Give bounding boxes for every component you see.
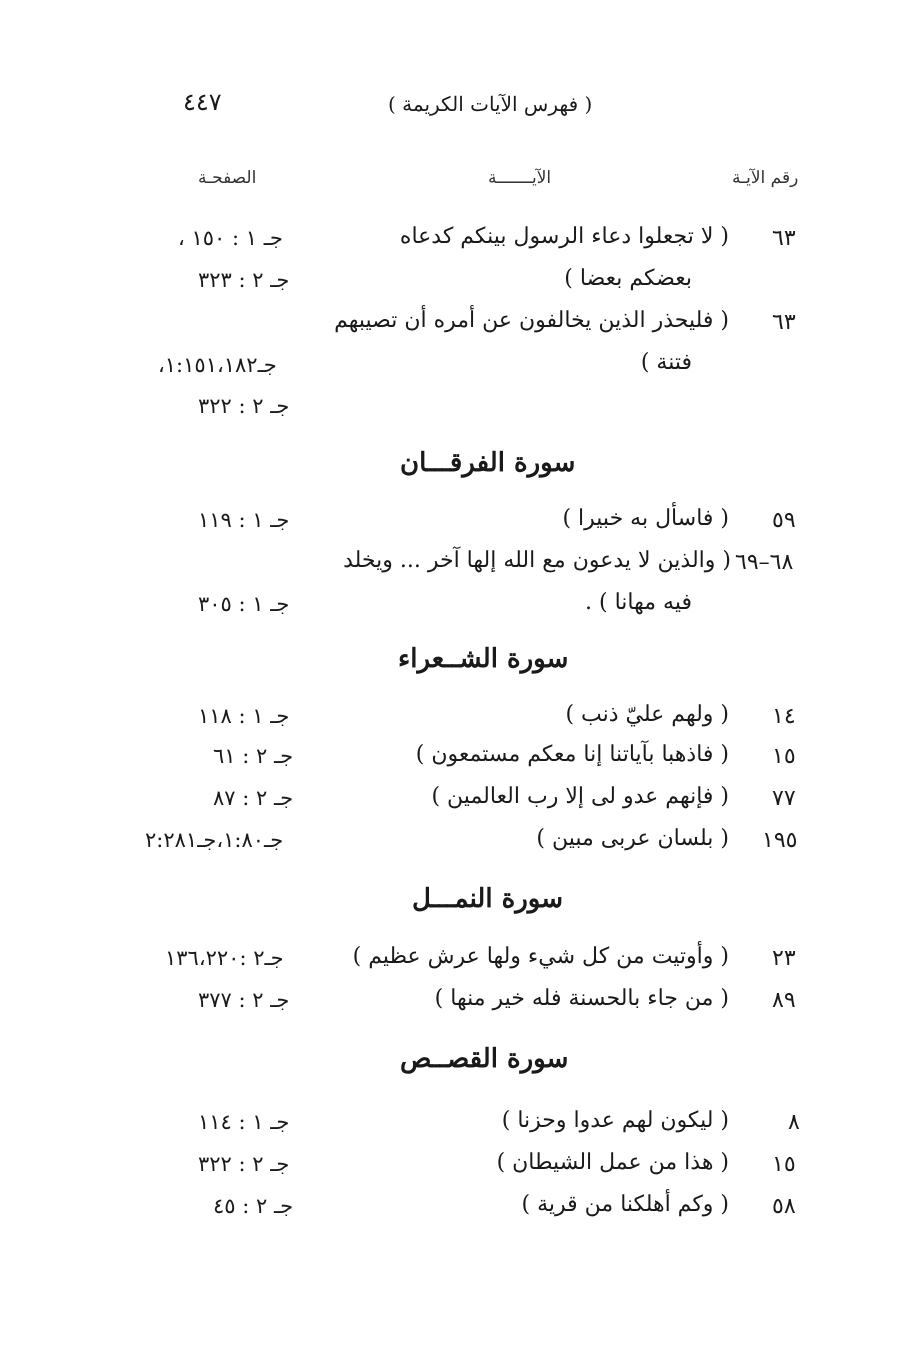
- verse-text: ( ليكون لهم عدوا وحزنا ): [501, 1108, 729, 1133]
- page-reference: جـ١:١٥١،١٨٢،: [158, 353, 277, 377]
- page-reference: جـ٢ :١٣٦،٢٢٠: [165, 946, 284, 970]
- verse-text: ( وأوتيت من كل شيء ولها عرش عظيم ): [352, 944, 729, 969]
- page-reference: جـ١:٨٠،جـ٢:٢٨١: [145, 828, 284, 852]
- verse-text: فيه مهانا ) .: [585, 590, 692, 615]
- verse-text: ( فإنهم عدو لى إلا رب العالمين ): [431, 784, 729, 809]
- surah-title: سورة القصــص: [400, 1044, 569, 1074]
- verse-text: ( وكم أهلكنا من قرية ): [521, 1192, 729, 1217]
- verse-text: ( والذين لا يدعون مع الله إلها آخر ... ويخلد: [343, 548, 731, 573]
- page-reference: جـ ٢ : ٣٢٣: [198, 268, 290, 292]
- page-reference: جـ ٢ : ٣٢٢: [198, 1152, 290, 1176]
- column-header-verse: الآيـــــــة: [488, 168, 552, 188]
- verse-text: ( هذا من عمل الشيطان ): [496, 1150, 729, 1175]
- page-reference: جـ ١ : ٣٠٥: [198, 592, 290, 616]
- verse-number: ٧٧: [772, 786, 796, 811]
- verse-number: ٦٣: [772, 310, 796, 335]
- surah-title: سورة الفرقـــان: [400, 448, 576, 478]
- verse-text: بعضكم بعضا ): [564, 266, 692, 291]
- verse-text: ( فليحذر الذين يخالفون عن أمره أن تصيبهم: [334, 308, 729, 333]
- verse-text: ( فاسأل به خبيرا ): [562, 506, 729, 531]
- page-title: ( فهرس الآيات الكريمة ): [388, 92, 593, 116]
- verse-number: ٦٨–٦٩: [735, 550, 794, 575]
- verse-number: ٨: [788, 1110, 800, 1135]
- page-reference: جـ ١ : ١١٩: [198, 508, 290, 532]
- verse-number: ٦٣: [772, 226, 796, 251]
- page-reference: جـ ٢ : ٦١: [213, 744, 294, 768]
- verse-text: ( ولهم عليّ ذنب ): [565, 702, 729, 727]
- verse-text: ( بلسان عربى مبين ): [536, 826, 729, 851]
- page-reference: جـ ٢ : ٨٧: [213, 786, 294, 810]
- verse-number: ٢٣: [772, 946, 796, 971]
- page-reference: جـ ١ : ١١٤: [198, 1110, 290, 1134]
- page-reference: جـ ٢ : ٤٥: [213, 1194, 294, 1218]
- verse-text: ( لا تجعلوا دعاء الرسول بينكم كدعاه: [399, 224, 729, 249]
- page-reference: جـ ١ : ١٥٠ ،: [178, 226, 283, 250]
- column-header-verse-no: رقم الآيـة: [732, 168, 799, 188]
- surah-title: سورة الشــعراء: [398, 644, 569, 674]
- verse-text: ( فاذهبا بآياتنا إنا معكم مستمعون ): [415, 742, 729, 767]
- verse-text: ( من جاء بالحسنة فله خير منها ): [434, 986, 729, 1011]
- page-reference: جـ ١ : ١١٨: [198, 704, 290, 728]
- surah-title: سورة النمـــل: [412, 884, 564, 914]
- verse-number: ٥٩: [772, 508, 796, 533]
- verse-number: ١٥: [772, 744, 796, 769]
- page-reference: جـ ٢ : ٣٢٢: [198, 394, 290, 418]
- page-reference: جـ ٢ : ٣٧٧: [198, 988, 290, 1012]
- verse-number: ١٩٥: [762, 828, 798, 853]
- verse-number: ١٥: [772, 1152, 796, 1177]
- verse-number: ٥٨: [772, 1194, 796, 1219]
- page-number: ٤٤٧: [183, 88, 222, 116]
- verse-number: ٨٩: [772, 988, 796, 1013]
- verse-text: فتنة ): [640, 350, 692, 375]
- column-header-page: الصفحـة: [198, 168, 257, 188]
- verse-number: ١٤: [772, 704, 796, 729]
